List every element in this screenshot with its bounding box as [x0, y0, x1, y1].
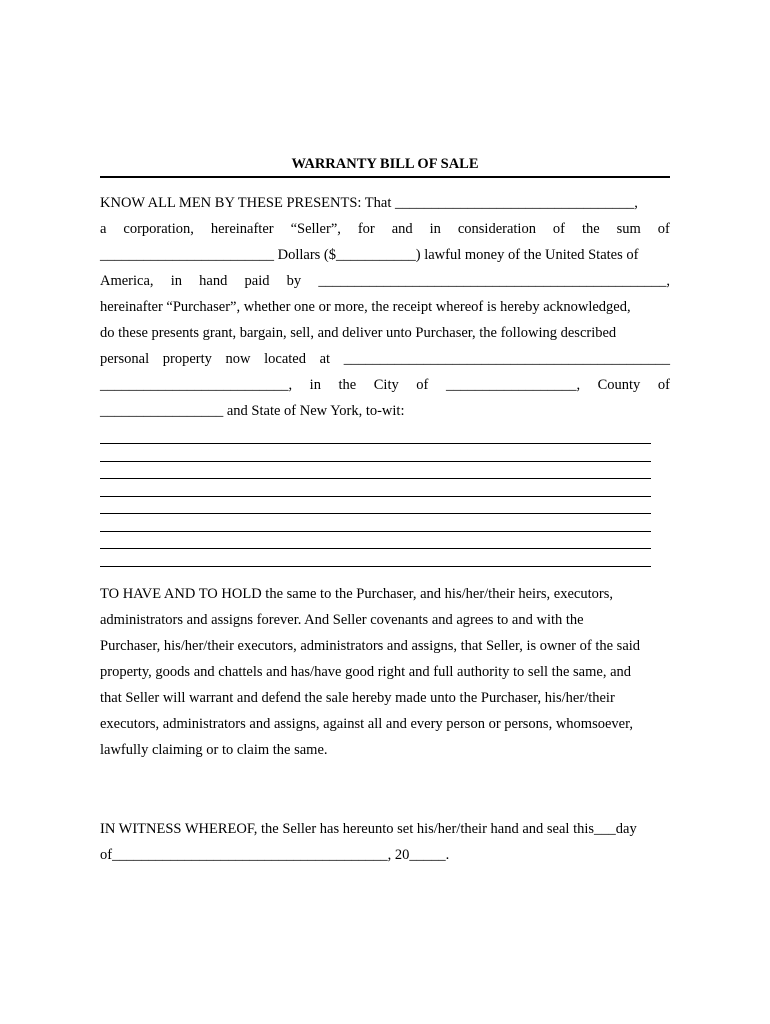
- justified-word: now: [225, 351, 251, 367]
- property-description-line: [100, 513, 651, 514]
- witness-paragraph: [100, 816, 670, 868]
- paragraph-line: that Seller will warrant and defend the sale hereby made unto the Purchaser, his/her/their: [100, 690, 615, 706]
- paragraph-line-justified: [100, 268, 670, 294]
- justified-word: __________________,: [445, 377, 581, 393]
- justified-word: corporation,: [123, 221, 194, 237]
- justified-word: property: [162, 351, 212, 367]
- paragraph-line: do these presents grant, bargain, sell, and deliver unto Purchaser, the following described: [100, 325, 617, 341]
- paragraph-line: IN WITNESS WHEREOF, the Seller has hereunto set his/her/their hand and seal this___day: [100, 821, 637, 837]
- justified-word: of: [552, 221, 566, 237]
- paragraph-line-justified: [100, 346, 670, 372]
- justified-word: consideration: [457, 221, 536, 237]
- justified-word: of: [657, 377, 670, 393]
- paragraph-line: property, goods and chattels and has/have good right and full authority to sell the same, and: [100, 664, 631, 680]
- paragraph-line: Purchaser, his/her/their executors, administrators and assigns, that Seller, is owner of the said: [100, 638, 641, 654]
- justified-word: for: [357, 221, 375, 237]
- justified-word: the: [338, 377, 357, 393]
- justified-word: City: [373, 377, 399, 393]
- justified-word: “Seller”,: [290, 221, 341, 237]
- justified-word: __________________________,: [100, 377, 293, 393]
- justified-word: sum: [616, 221, 641, 237]
- justified-word: America,: [100, 273, 154, 289]
- paragraph-line: ________________________ Dollars ($___________) lawful money of the United States of: [100, 247, 639, 263]
- conveyance-paragraph: [100, 190, 670, 424]
- justified-word: located: [264, 351, 306, 367]
- paragraph-line-justified: [100, 216, 670, 242]
- justified-word: County: [597, 377, 641, 393]
- paragraph-line: hereinafter “Purchaser”, whether one or more, the receipt whereof is hereby acknowledged,: [100, 299, 631, 315]
- justified-word: ________________________________________________,: [318, 273, 670, 289]
- paragraph-line: KNOW ALL MEN BY THESE PRESENTS: That _________________________________,: [100, 195, 638, 211]
- paragraph-line: lawfully claiming or to claim the same.: [100, 742, 328, 758]
- justified-word: hereinafter: [210, 221, 274, 237]
- paragraph-line: executors, administrators and assigns, against all and every person or persons, whomsoever,: [100, 716, 633, 732]
- justified-word: by: [286, 273, 302, 289]
- property-description-line: [100, 461, 651, 462]
- property-description-line: [100, 531, 651, 532]
- justified-word: of: [416, 377, 429, 393]
- justified-word: of: [657, 221, 670, 237]
- property-description-line: [100, 443, 651, 444]
- justified-word: hand: [199, 273, 228, 289]
- justified-word: in: [429, 221, 441, 237]
- justified-word: at: [319, 351, 331, 367]
- property-description-line: [100, 548, 651, 549]
- property-description-line: [100, 478, 651, 479]
- property-description-line: [100, 496, 651, 497]
- justified-word: the: [581, 221, 600, 237]
- paragraph-line-justified: [100, 372, 670, 398]
- justified-word: in: [309, 377, 321, 393]
- paragraph-line: administrators and assigns forever. And Seller covenants and agrees to and with the: [100, 612, 584, 628]
- justified-word: _____________________________________________: [343, 351, 670, 367]
- paragraph-line: TO HAVE AND TO HOLD the same to the Purchaser, and his/her/their heirs, executors,: [100, 586, 613, 602]
- paragraph-line: _________________ and State of New York, to-wit:: [100, 403, 405, 419]
- warranty-paragraph: [100, 581, 670, 763]
- paragraph-line: of______________________________________, 20_____.: [100, 847, 450, 863]
- document-title: WARRANTY BILL OF SALE: [100, 156, 670, 178]
- property-description-line: [100, 566, 651, 567]
- justified-word: and: [391, 221, 413, 237]
- justified-word: personal: [100, 351, 150, 367]
- justified-word: a: [100, 221, 107, 237]
- justified-word: in: [170, 273, 182, 289]
- justified-word: paid: [244, 273, 270, 289]
